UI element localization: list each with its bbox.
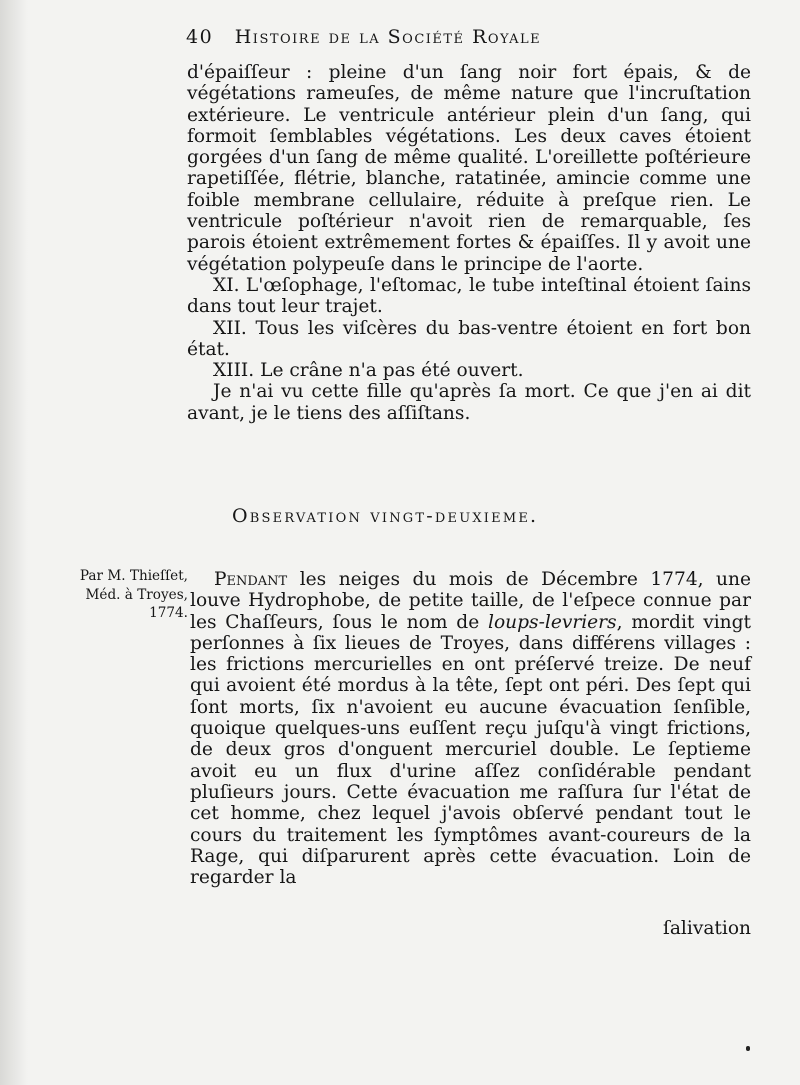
paragraph: Je n'ai vu cette fille qu'après ſa mort. Ce que j'en ai dit avant, je le tiens des aſſiſtans. — [187, 381, 751, 424]
page-header — [186, 26, 746, 48]
paragraph: XII. Tous les viſcères du bas-ventre étoient en fort bon état. — [187, 317, 751, 360]
paragraph: XIII. Le crâne n'a pas été ouvert. — [213, 360, 524, 382]
ink-speck — [746, 1046, 750, 1051]
catchword: ſalivation — [662, 918, 751, 939]
running-title: Histoire de la Société Royale — [234, 26, 542, 48]
paragraph: d'épaiſſeur : pleine d'un ſang noir fort épais, & de végétations rameuſes, de même nature que l'incruſtation extérieure. Le ventricule antérieur plein d'un ſang, qui formoit ſemblables végétations. Les deux caves étoient gorgées d'un ſang de même qualité. L'oreillette poſtérieure rapetiſſée, flétrie, blanche, ratatinée, amincie comme une foible membrane cellulaire, réduite à preſque rien. Le ventricule poſtérieur n'avoit rien de remarquable, ſes parois étoient extrêmement fortes & épaiſſes. Il y avoit une végétation polypeuſe dans le principe de l'aorte. — [187, 62, 751, 275]
text-segment: les neiges du mois de Décembre 1774, une louve Hydrophobe, de petite taille, de l'eſpece connue par les Chaſſeurs, ſous le nom de — [190, 569, 751, 633]
paragraph: XI. L'œſophage, l'eſtomac, le tube inteſtinal étoient ſains dans tout leur trajet. — [187, 274, 751, 318]
observation-text — [190, 569, 751, 888]
margin-note: Par M. Thieſſet, Méd. à Troyes, 1774. — [79, 568, 188, 621]
observation-paragraph — [190, 569, 751, 888]
text-segment: , mordit vingt perſonnes à ſix lieues de Troyes, dans différens villages : les frictions mercurielles en ont préſervé treize. De neuf qui avoient été mordus à la tête, ſept ont péri. Des ſept qui ſont morts, ſix n'avoient eu aucune évacuation ſenſible, quoique quelques-uns euſſent reçu juſqu'à vingt frictions, de deux gros d'onguent mercuriel double. Le ſeptieme avoit eu un flux d'urine aſſez conſidérable pendant pluſieurs jours. Cette évacuation me raſſura ſur l'état de cet homme, chez lequel j'avois obſervé pendant tout le cours du traitement les ſymptômes avant-coureurs de la Rage, qui diſparurent après cette évacuation. Loin de regarder la — [190, 611, 751, 889]
italic-term: loups-levriers — [488, 611, 617, 633]
page-number: 40 — [186, 26, 214, 48]
observation-title: Observation vingt-deuxieme. — [232, 505, 539, 527]
body-text — [187, 62, 751, 424]
lead-word: Pendant — [214, 569, 288, 590]
page-gutter-shadow — [0, 0, 28, 1085]
